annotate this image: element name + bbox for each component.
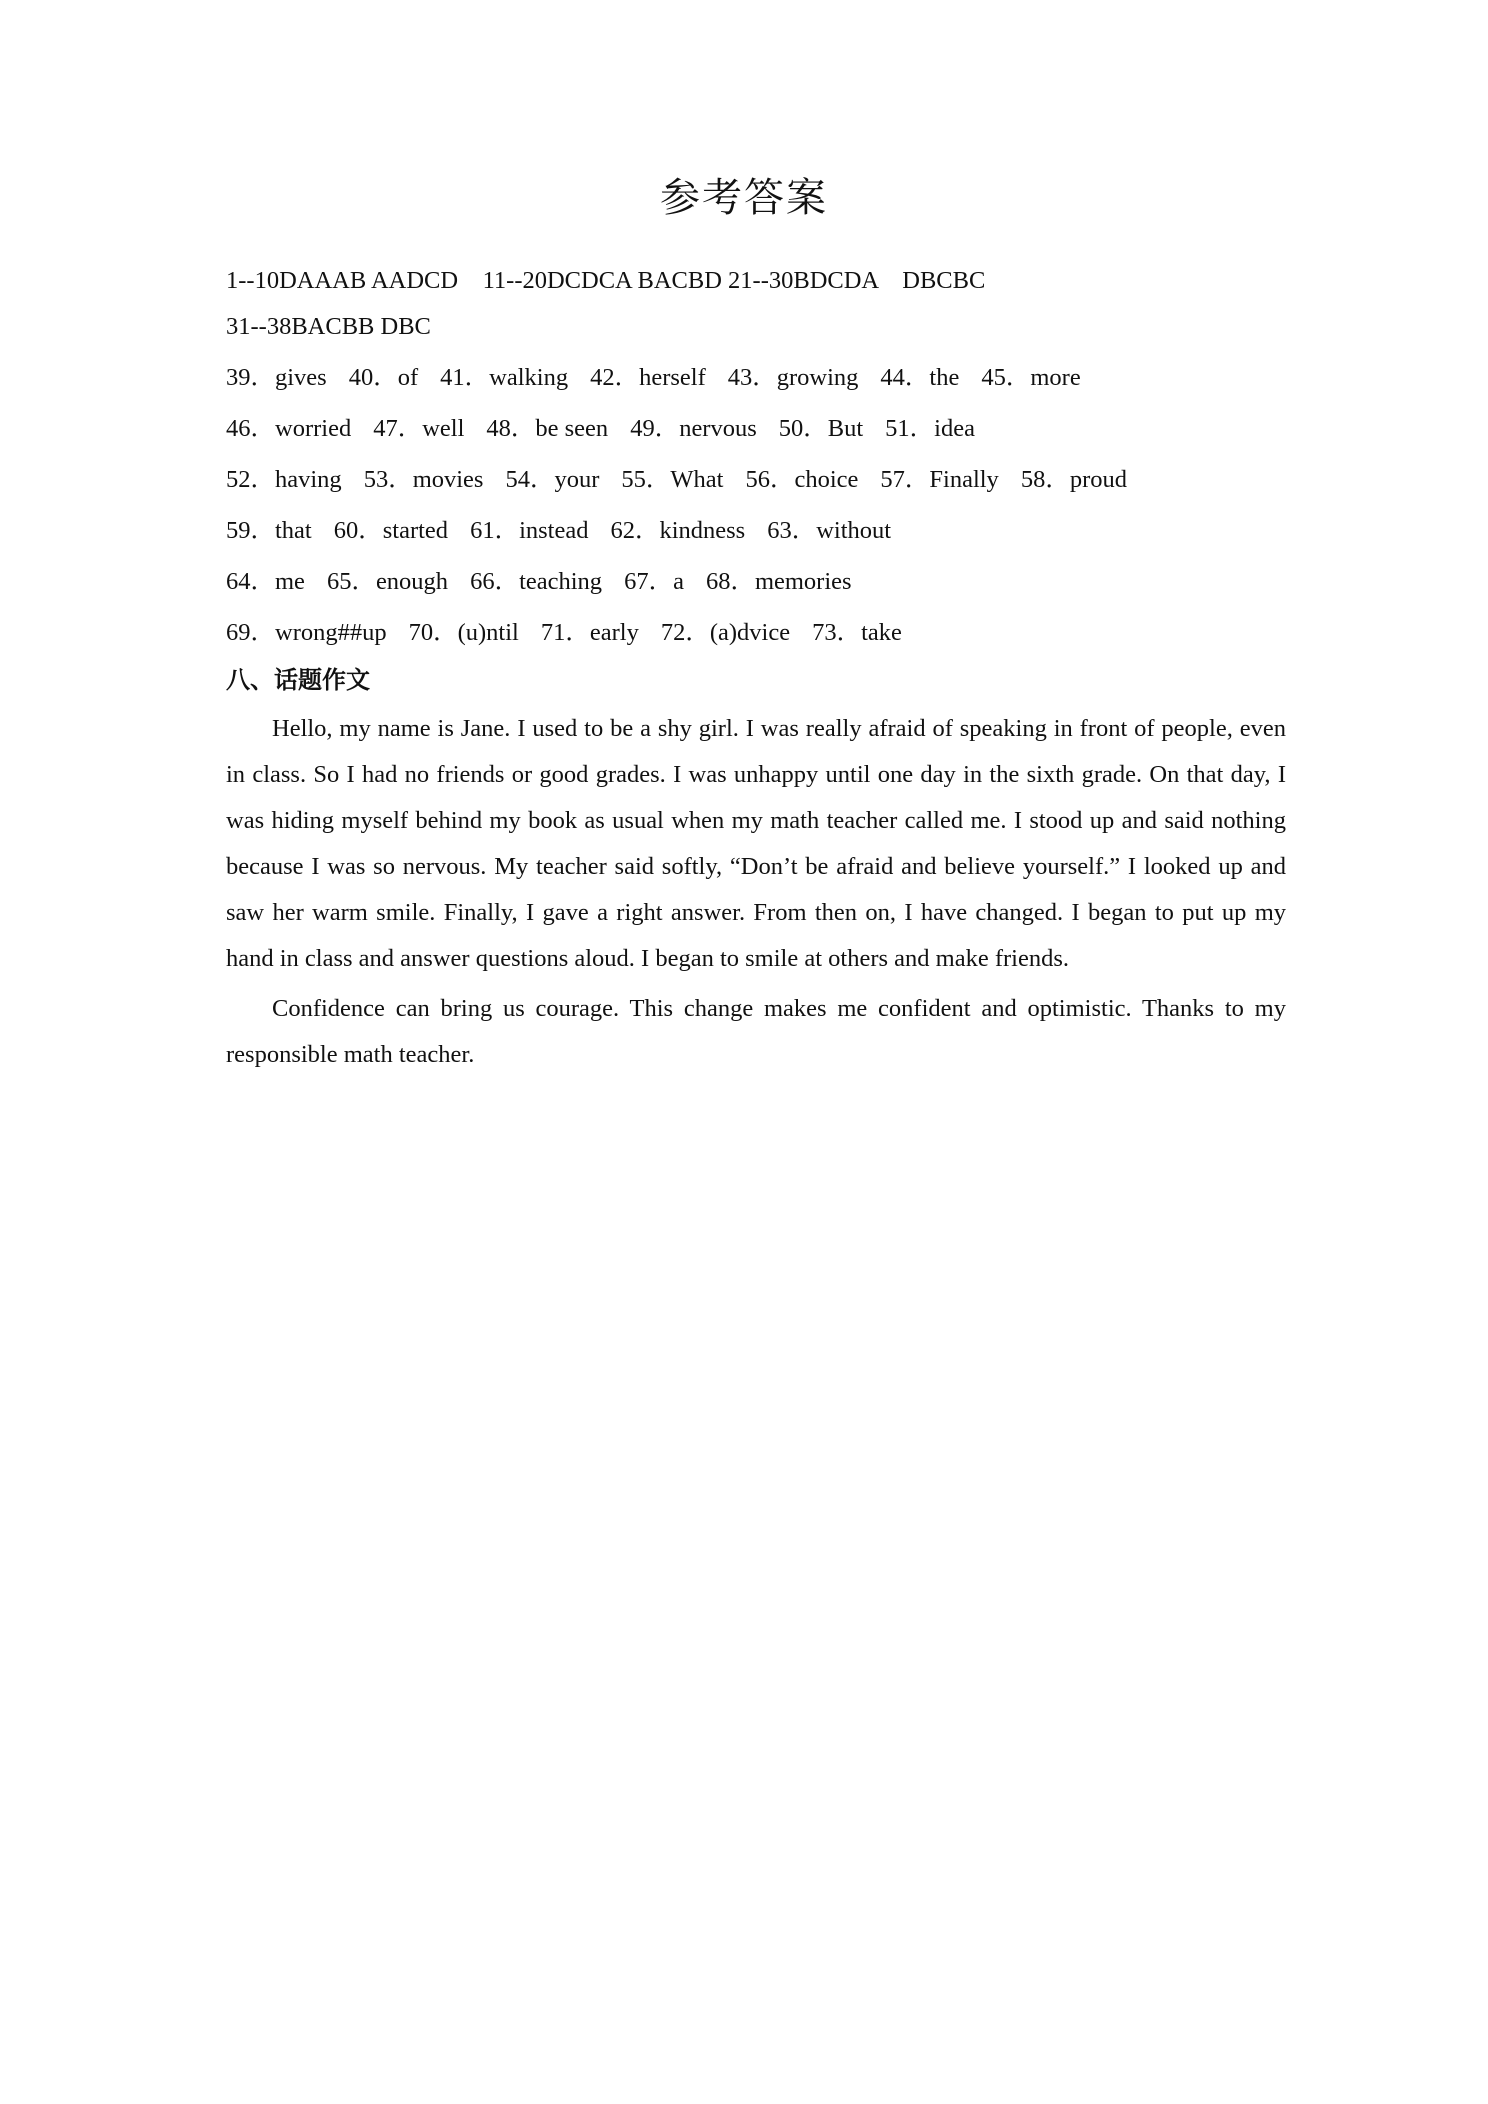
question-number: 44． (880, 364, 930, 391)
question-number: 52． (226, 466, 275, 493)
fill-answer-item (610, 505, 745, 556)
fill-answer-item (486, 403, 608, 454)
fill-answer-item (226, 556, 305, 607)
fill-answer-item (630, 403, 757, 454)
answer-word: early (589, 619, 639, 646)
question-number: 41． (440, 364, 490, 391)
fill-answer-item (981, 352, 1080, 403)
answer-word: without (816, 517, 892, 544)
answer-word: teaching (519, 568, 603, 595)
fill-in-answers (226, 352, 1286, 658)
fill-answer-item (327, 556, 448, 607)
fill-answer-item (728, 352, 859, 403)
answer-word: your (554, 466, 600, 493)
question-number: 48． (486, 415, 536, 442)
fill-answer-item (590, 352, 706, 403)
question-number: 45． (981, 364, 1031, 391)
question-number: 68． (705, 568, 755, 595)
question-number: 54． (505, 466, 555, 493)
question-number: 40． (348, 364, 398, 391)
answer-word: me (275, 568, 305, 595)
fill-answer-item (226, 607, 387, 658)
question-number: 64． (226, 568, 275, 595)
question-number: 67． (624, 568, 674, 595)
fill-answer-item (440, 352, 568, 403)
question-number: 61． (470, 517, 520, 544)
question-number: 60． (333, 517, 383, 544)
answer-word: enough (375, 568, 449, 595)
answer-word: What (670, 466, 724, 493)
answer-word: well (422, 415, 465, 442)
fill-answer-item (541, 607, 639, 658)
fill-answer-row (226, 352, 1286, 403)
fill-answer-row (226, 505, 1286, 556)
question-number: 66． (470, 568, 520, 595)
answer-word: the (929, 364, 960, 391)
question-number: 43． (727, 364, 777, 391)
section-heading-essay: 八、话题作文 (226, 666, 370, 694)
fill-answer-item (226, 505, 312, 556)
question-number: 70． (408, 619, 458, 646)
question-number: 65． (326, 568, 376, 595)
answer-word: instead (519, 517, 589, 544)
answer-word: kindness (659, 517, 746, 544)
answer-word: choice (794, 466, 859, 493)
answer-word: (a)dvice (709, 619, 791, 646)
fill-answer-item (779, 403, 863, 454)
question-number: 57． (880, 466, 930, 493)
mc-answers-line-1: 1--10DAAAB AADCD 11--20DCDCA BACBD 21--30BDCDA DBCBC (226, 267, 986, 294)
question-number: 42． (590, 364, 640, 391)
fill-answer-row (226, 556, 1286, 607)
question-number: 49． (630, 415, 680, 442)
fill-answer-item (470, 505, 588, 556)
answer-word: take (861, 619, 902, 646)
answer-word: more (1030, 364, 1081, 391)
answer-word: gives (275, 364, 327, 391)
question-number: 50． (778, 415, 828, 442)
fill-answer-item (661, 607, 790, 658)
fill-answer-row (226, 403, 1286, 454)
question-number: 58． (1020, 466, 1070, 493)
question-number: 56． (745, 466, 795, 493)
answer-word: movies (412, 466, 484, 493)
fill-answer-item (1021, 454, 1127, 505)
fill-answer-item (409, 607, 519, 658)
question-number: 53． (363, 466, 413, 493)
essay-paragraph-2: Confidence can bring us courage. This change makes me confident and optimistic. Thanks to my responsible math teacher. (226, 995, 1286, 1068)
question-number: 46． (226, 415, 275, 442)
fill-answer-item (349, 352, 418, 403)
answer-word: memories (754, 568, 852, 595)
fill-answer-row (226, 454, 1286, 505)
question-number: 47． (373, 415, 423, 442)
fill-answer-item (505, 454, 599, 505)
answer-word: started (382, 517, 449, 544)
question-number: 39． (226, 364, 275, 391)
answer-word: a (673, 568, 684, 595)
mc-answers-line-2: 31--38BACBB DBC (226, 313, 431, 340)
fill-answer-item (226, 352, 327, 403)
question-number: 51． (885, 415, 935, 442)
answer-word: worried (275, 415, 352, 442)
fill-answer-item (880, 454, 998, 505)
fill-answer-row (226, 607, 1286, 658)
fill-answer-item (812, 607, 902, 658)
fill-answer-item (373, 403, 464, 454)
fill-answer-item (745, 454, 858, 505)
answer-word: having (275, 466, 342, 493)
fill-answer-item (364, 454, 484, 505)
essay-paragraph-1: Hello, my name is Jane. I used to be a shy girl. I was really afraid of speaking in front of people, even in class. So I had no friends or good grades. I was unhappy until one day in the sixth grade. On that day, I was hiding myself behind my book as usual when my math teacher called me. I stood up and said nothing because I was so nervous. My teacher said softly, “Don’t be afraid and believe yourself.” I looked up and saw her warm smile. Finally, I gave a right answer. From then on, I have changed. I began to put up my hand in class and answer questions aloud. I began to smile at others and make friends. (226, 715, 1286, 972)
fill-answer-item (334, 505, 448, 556)
answer-word: growing (776, 364, 859, 391)
answer-word: idea (934, 415, 975, 442)
answer-word: But (827, 415, 864, 442)
answer-word: (u)ntil (457, 619, 519, 646)
fill-answer-item (470, 556, 602, 607)
fill-answer-item (624, 556, 684, 607)
fill-answer-item (226, 454, 342, 505)
answer-word: wrong##up (275, 619, 387, 646)
question-number: 72． (660, 619, 710, 646)
answer-word: proud (1069, 466, 1127, 493)
answer-word: of (397, 364, 419, 391)
question-number: 63． (767, 517, 817, 544)
fill-answer-item (706, 556, 852, 607)
question-number: 69． (226, 619, 275, 646)
fill-answer-item (880, 352, 959, 403)
fill-answer-item (226, 403, 351, 454)
answer-word: nervous (679, 415, 757, 442)
answer-word: be seen (535, 415, 609, 442)
fill-answer-item (621, 454, 723, 505)
answer-word: Finally (929, 466, 999, 493)
question-number: 73． (812, 619, 862, 646)
question-number: 71． (540, 619, 590, 646)
fill-answer-item (767, 505, 891, 556)
answer-word: walking (489, 364, 569, 391)
question-number: 55． (621, 466, 671, 493)
question-number: 59． (226, 517, 275, 544)
page-title: 参考答案 (660, 175, 828, 221)
answer-word: herself (639, 364, 706, 391)
fill-answer-item (885, 403, 975, 454)
answer-word: that (275, 517, 312, 544)
question-number: 62． (610, 517, 660, 544)
answer-content (226, 258, 1286, 1078)
